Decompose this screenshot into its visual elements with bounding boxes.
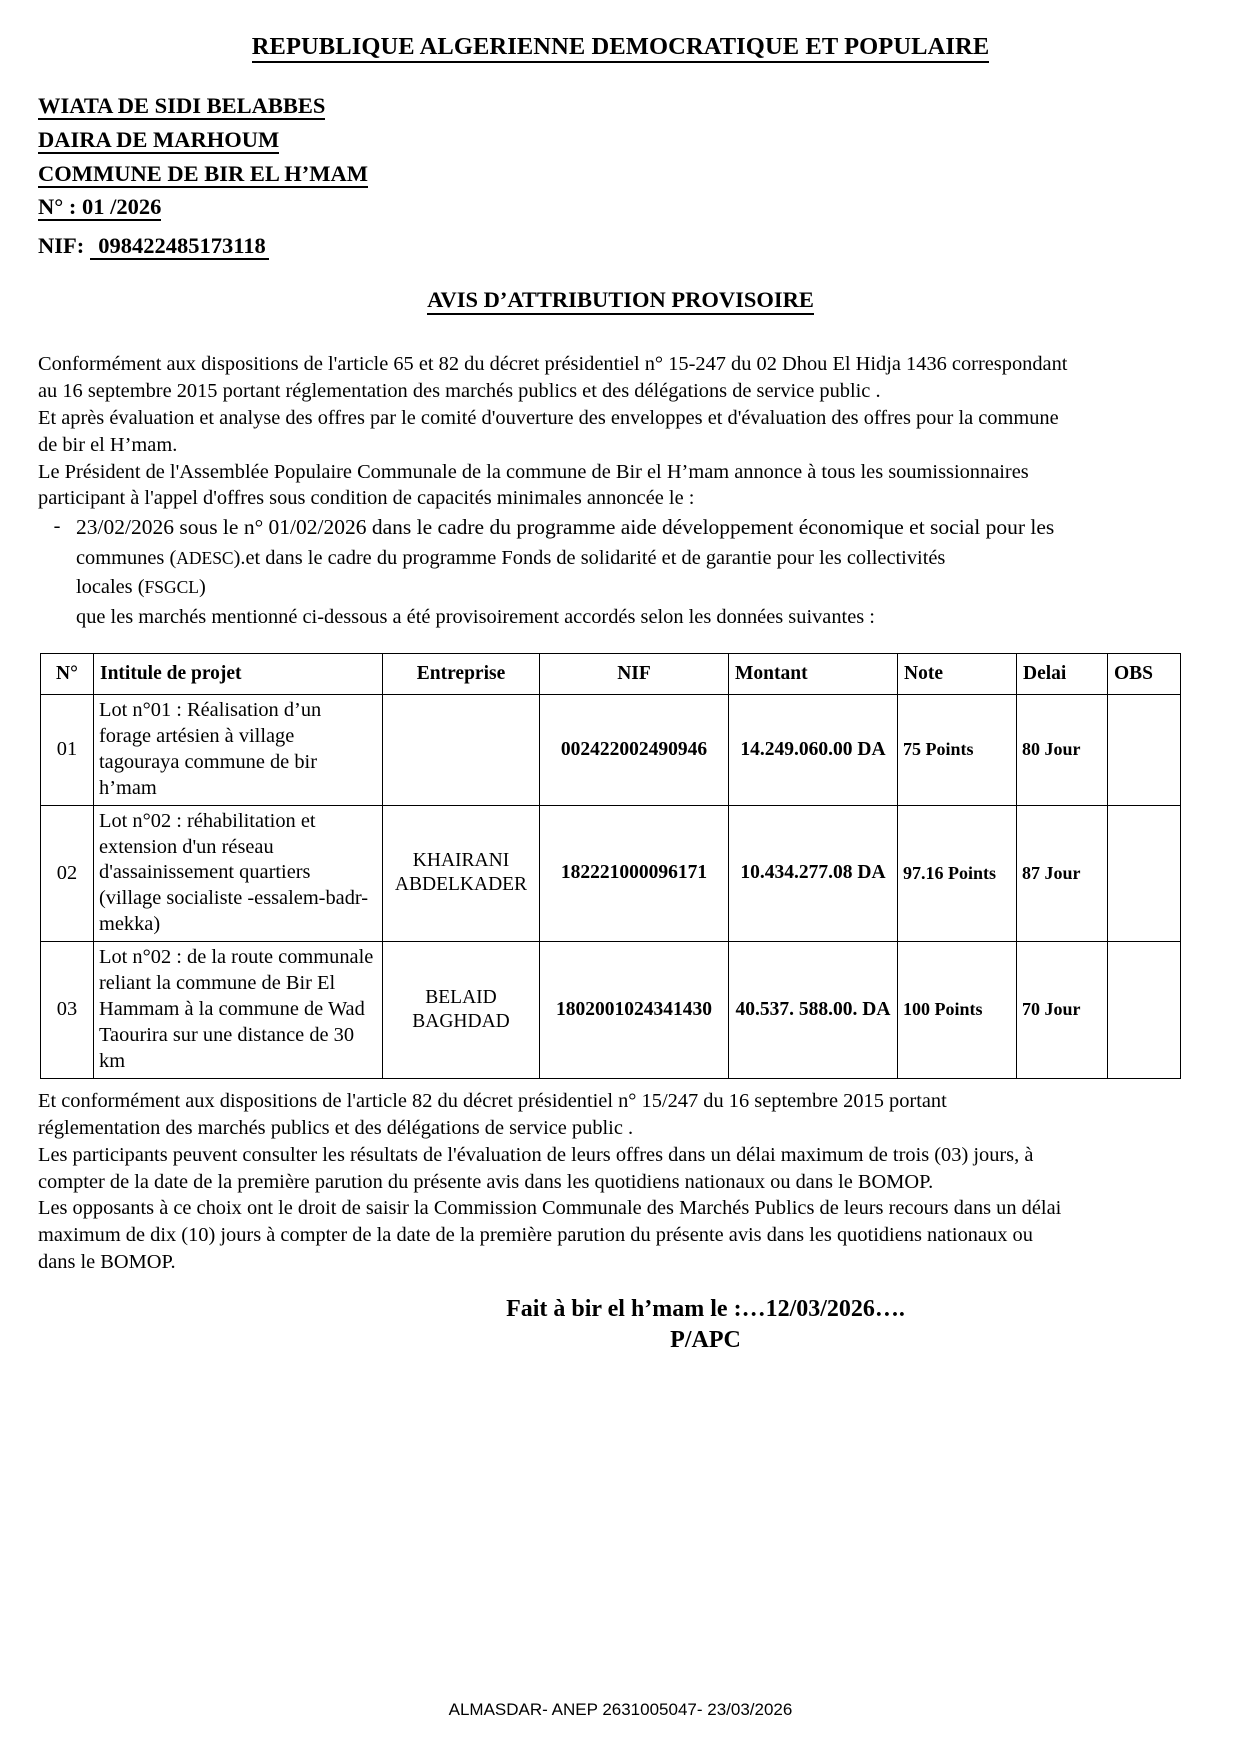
- republic-title-text: REPUBLIQUE ALGERIENNE DEMOCRATIQUE ET POPULAIRE: [252, 33, 990, 63]
- cell-entreprise: [383, 695, 540, 806]
- closing-section: [38, 1088, 1203, 1276]
- cell-obs: [1108, 942, 1181, 1079]
- column-header-entreprise: Entreprise: [383, 654, 540, 695]
- cell-nif: 182221000096171: [540, 805, 729, 942]
- notice-title-text: AVIS D’ATTRIBUTION PROVISOIRE: [427, 287, 814, 315]
- bullet-line-2: [76, 545, 1203, 572]
- column-header-obs: OBS: [1108, 654, 1181, 695]
- column-header-intitule: Intitule de projet: [94, 654, 383, 695]
- cell-montant: 14.249.060.00 DA: [729, 695, 898, 806]
- column-header-no: N°: [41, 654, 94, 695]
- table-row: [41, 695, 1181, 806]
- wilaya-line: [38, 91, 1203, 121]
- bullet-content: [76, 513, 1203, 631]
- cell-intitule: Lot n°01 : Réalisation d’un forage artésien à village tagouraya commune de bir h’mam: [94, 695, 383, 806]
- closing-line-6: maximum de dix (10) jours à compter de la date de la première parution du présente avis dans les quotidiens nationaux ou: [38, 1224, 1033, 1247]
- wilaya-text: WIATA DE SIDI BELABBES: [38, 93, 326, 119]
- bullet-line-3: [76, 574, 1203, 601]
- intro-section: [38, 351, 1203, 631]
- administrative-header: [38, 91, 1203, 260]
- bullet-closing-line: que les marchés mentionné ci-dessous a été provisoirement accordés selon les données suivantes :: [76, 605, 875, 628]
- cell-entreprise: KHAIRANI ABDELKADER: [383, 805, 540, 942]
- cell-intitule: Lot n°02 : réhabilitation et extension d'un réseau d'assainissement quartiers (village socialiste -essalem-badr-mekka): [94, 805, 383, 942]
- fsgcl-abbreviation: FSGCL: [144, 577, 199, 598]
- intro-paragraph-2-line-2: de bir el H’mam.: [38, 433, 178, 456]
- cell-delai: 80 Jour: [1017, 695, 1108, 806]
- closing-line-7: dans le BOMOP.: [38, 1251, 176, 1274]
- intro-paragraph-1-line-2: au 16 septembre 2015 portant réglementation des marchés publics et des délégations de service public .: [38, 379, 881, 402]
- column-header-montant: Montant: [729, 654, 898, 695]
- intro-paragraph-3-line-2: participant à l'appel d'offres sous condition de capacités minimales annoncée le :: [38, 487, 695, 510]
- commune-line: [38, 159, 1203, 189]
- signature-block: [38, 1296, 1203, 1354]
- page-footer: ALMASDAR- ANEP 2631005047- 23/03/2026: [448, 1700, 793, 1719]
- intro-paragraph-2-line-1: Et après évaluation et analyse des offres par le comité d'ouverture des enveloppes et d'évaluation des offres pour la commune: [38, 406, 1059, 429]
- adesc-abbreviation: ADESC: [176, 548, 234, 569]
- column-header-delai: Delai: [1017, 654, 1108, 695]
- cell-note: 75 Points: [898, 695, 1017, 806]
- intro-paragraph-1-line-1: Conformément aux dispositions de l'article 65 et 82 du décret présidentiel n° 15-247 du 02 Dhou El Hidja 1436 correspondant: [38, 352, 1068, 375]
- cell-nif: 002422002490946: [540, 695, 729, 806]
- cell-note: 97.16 Points: [898, 805, 1017, 942]
- signature-role: P/APC: [670, 1327, 741, 1354]
- cell-montant: 10.434.277.08 DA: [729, 805, 898, 942]
- programme-bullet: [38, 513, 1203, 631]
- daira-line: [38, 125, 1203, 155]
- signature-place-date: Fait à bir el h’mam le :…12/03/2026….: [506, 1296, 905, 1323]
- cell-no: 01: [41, 695, 94, 806]
- numero-line: [38, 192, 1203, 222]
- table-row: [41, 942, 1181, 1079]
- cell-no: 02: [41, 805, 94, 942]
- nif-label: NIF:: [38, 233, 85, 259]
- cell-montant: 40.537. 588.00. DA: [729, 942, 898, 1079]
- cell-entreprise: BELAID BAGHDAD: [383, 942, 540, 1079]
- cell-delai: 70 Jour: [1017, 942, 1108, 1079]
- table-row: [41, 805, 1181, 942]
- cell-nif: 1802001024341430: [540, 942, 729, 1079]
- bullet-dash-marker: -: [53, 515, 61, 538]
- bullet-line-1: 23/02/2026 sous le n° 01/02/2026 dans le cadre du programme aide développement économique et social pour les: [76, 515, 1055, 540]
- closing-line-2: réglementation des marchés publics et des délégations de service public .: [38, 1116, 634, 1139]
- cell-obs: [1108, 695, 1181, 806]
- closing-line-1: Et conformément aux dispositions de l'article 82 du décret présidentiel n° 15/247 du 16 septembre 2015 portant: [38, 1089, 947, 1112]
- numero-text: N° : 01 /2026: [38, 194, 162, 220]
- cell-intitule: Lot n°02 : de la route communale reliant la commune de Bir El Hammam à la commune de Wad Taourira sur une distance de 30 km: [94, 942, 383, 1079]
- column-header-nif: NIF: [540, 654, 729, 695]
- intro-paragraph-3-line-1: Le Président de l'Assemblée Populaire Communale de la commune de Bir el H’mam annonce à tous les soumissionnaires: [38, 460, 1029, 483]
- bullet-line-2-prefix: communes (: [76, 547, 177, 570]
- closing-line-4: compter de la date de la première parution du présente avis dans les quotidiens nationaux ou dans le BOMOP.: [38, 1170, 934, 1193]
- cell-no: 03: [41, 942, 94, 1079]
- awards-table-body: [41, 695, 1181, 1079]
- bullet-line-2-suffix: ).et dans le cadre du programme Fonds de solidarité et de garantie pour les collectivités: [233, 547, 946, 570]
- cell-delai: 87 Jour: [1017, 805, 1108, 942]
- awards-table: [40, 653, 1181, 1079]
- cell-note: 100 Points: [898, 942, 1017, 1079]
- notice-title: [38, 287, 1203, 313]
- cell-obs: [1108, 805, 1181, 942]
- table-header-row: [41, 654, 1181, 695]
- bullet-line-3-prefix: locales (: [76, 576, 145, 599]
- nif-value: 098422485173118: [90, 233, 269, 260]
- bullet-line-3-suffix: ): [198, 576, 206, 599]
- column-header-note: Note: [898, 654, 1017, 695]
- closing-line-5: Les opposants à ce choix ont le droit de saisir la Commission Communale des Marchés Publics de leurs recours dans un délai: [38, 1197, 1062, 1220]
- daira-text: DAIRA DE MARHOUM: [38, 127, 280, 153]
- nif-line: [38, 231, 1203, 261]
- closing-line-3: Les participants peuvent consulter les résultats de l'évaluation de leurs offres dans un délai maximum de trois (03) jours, à: [38, 1143, 1034, 1166]
- commune-text: COMMUNE DE BIR EL H’MAM: [38, 160, 368, 186]
- republic-title: [38, 32, 1203, 61]
- awards-table-head: [41, 654, 1181, 695]
